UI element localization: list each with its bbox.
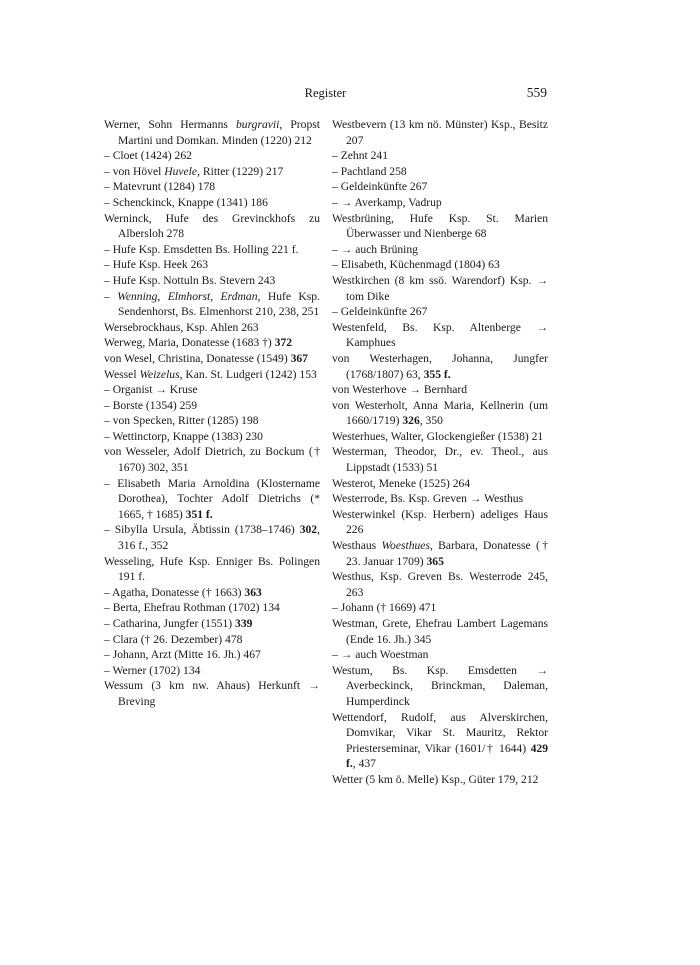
index-subentry [104, 429, 320, 445]
entry-text: Westhaus [332, 539, 382, 553]
page-number: 559 [526, 85, 547, 100]
index-entry [104, 320, 320, 336]
entry-text: – Zehnt 241 [332, 149, 389, 163]
index-subentry [104, 195, 320, 211]
index-subentry [332, 195, 548, 211]
index-subentry [104, 522, 320, 553]
index-subentry [332, 647, 548, 663]
entry-text: , Barbara, Donatesse († 23. Januar 1709) [346, 539, 548, 568]
index-entry [332, 320, 548, 351]
page-ref-bold: 363 [244, 585, 262, 599]
index-entry [104, 335, 320, 351]
entry-text: Westman, Grete, Ehefrau Lambert Lagemans (Ende 16. Jh.) 345 [332, 617, 548, 646]
index-subentry [104, 600, 320, 616]
index-entry [104, 367, 320, 383]
entry-text: – Matevrunt (1284) 178 [104, 180, 216, 194]
index-subentry [104, 148, 320, 164]
name-variant: Woesthues [381, 539, 430, 553]
entry-text: – Wettinctorp, Knappe (1383) 230 [104, 429, 263, 443]
index-subentry [104, 585, 320, 601]
index-subentry [332, 242, 548, 258]
entry-text: – Johann († 1669) 471 [332, 601, 437, 615]
index-subentry [332, 304, 548, 320]
entry-text: , Kan. St. Ludgeri (1242) 153 [179, 367, 317, 381]
index-entry [332, 710, 548, 772]
entry-text: von Westerhagen, Johanna, Jungfer (1768/1807) 63, [332, 351, 548, 381]
index-entry [332, 429, 548, 445]
page-ref-bold: 302 [299, 523, 318, 537]
page-ref-bold: 372 [274, 336, 293, 350]
index-entry [332, 211, 548, 242]
index-entry [332, 476, 548, 492]
index-entry [332, 772, 548, 788]
index-subentry [104, 242, 320, 258]
index-subentry [104, 179, 320, 195]
entry-text: – Elisabeth Maria Arnoldina (Klostername Dorothea), Tochter Adolf Dietrichs (* 1665, † 1685) [104, 476, 320, 521]
name-variant: Wenning [117, 289, 158, 303]
index-entry [332, 351, 548, 382]
index-column-right [332, 117, 548, 788]
entry-text: , Ritter (1229) 217 [197, 164, 284, 178]
index-subentry [104, 663, 320, 679]
entry-text: Werninck, Hufe des Grevinckhofs zu Albersloh 278 [104, 211, 320, 241]
entry-text: Westbrüning, Hufe Ksp. St. Marien Überwasser und Nienberge 68 [332, 211, 548, 241]
entry-text: , 350 [419, 414, 443, 428]
page-ref-bold: 367 [290, 351, 308, 365]
entry-text: Wessel [104, 367, 140, 381]
entry-text: von Westerhove → Bernhard [332, 383, 468, 397]
index-subentry [104, 164, 320, 180]
index-subentry [104, 413, 320, 429]
index-entry [332, 273, 548, 304]
entry-text: Wersebrockhaus, Ksp. Ahlen 263 [104, 320, 259, 334]
index-subentry [332, 164, 548, 180]
index-entry [332, 616, 548, 647]
index-subentry [332, 257, 548, 273]
running-head: Register [304, 86, 347, 100]
entry-text: – Elisabeth, Küchenmagd (1804) 63 [332, 258, 500, 272]
entry-text: , Hufe Ksp. Sendenhorst, Bs. Elmenhorst 210, 238, 251 [118, 289, 321, 319]
name-variant: burgravii [236, 118, 280, 131]
entry-text: Wettendorf, Rudolf, aus Alverskirchen, Domvikar, Vikar St. Mauritz, Rektor Priesterseminar, Vikar (1601/† 1644) [332, 710, 548, 755]
index-entry [332, 398, 548, 429]
entry-text: – → Averkamp, Vadrup [332, 195, 442, 209]
entry-text: – Geldeinkünfte 267 [332, 305, 428, 319]
entry-text: Werweg, Maria, Donatesse (1683 †) [104, 336, 275, 350]
index-subentry [104, 476, 320, 523]
entry-text: , Propst Martini und Domkan. Minden (1220) 212 [118, 118, 320, 147]
index-subentry [104, 289, 320, 320]
index-subentry [332, 179, 548, 195]
index-entry [104, 678, 320, 709]
name-variant: Elmhorst, Erdman [167, 289, 258, 303]
index-subentry [104, 647, 320, 663]
entry-text: Westerman, Theodor, Dr., ev. Theol., aus Lippstadt (1533) 51 [332, 445, 548, 475]
entry-text: von Westerholt, Anna Maria, Kellnerin (um 1660/1719) [332, 398, 548, 428]
entry-text: – Hufe Ksp. Emsdetten Bs. Holling 221 f. [104, 242, 299, 256]
index-subentry [104, 632, 320, 648]
entry-text: , 437 [352, 757, 376, 771]
index-entry [332, 491, 548, 507]
page-ref-bold: 365 [426, 554, 444, 568]
index-entry [332, 507, 548, 538]
entry-text: – → auch Woestman [332, 648, 429, 662]
index-subentry [104, 273, 320, 289]
index-entry [104, 351, 320, 367]
entry-text: Westkirchen (8 km ssö. Warendorf) Ksp. → tom Dike [332, 273, 548, 303]
entry-text: Westum, Bs. Ksp. Emsdetten → Averbeckinck, Brinckman, Daleman, Humperdinck [332, 663, 548, 708]
index-column-left [104, 117, 320, 710]
entry-text: – Geldeinkünfte 267 [332, 180, 428, 194]
entry-text: – Organist → Kruse [104, 383, 198, 397]
index-entry [332, 663, 548, 710]
index-entry [104, 444, 320, 475]
entry-text: – Agatha, Donatesse († 1663) [104, 585, 245, 599]
page-ref-bold: 339 [235, 617, 253, 630]
index-entry [332, 117, 548, 148]
page-ref-bold: 351 f. [185, 507, 213, 521]
entry-text: Westerot, Meneke (1525) 264 [332, 476, 471, 490]
index-subentry [104, 257, 320, 273]
entry-text: – Schenckinck, Knappe (1341) 186 [104, 195, 268, 209]
page-header [104, 84, 547, 104]
entry-text: Westerwinkel (Ksp. Herbern) adeliges Haus 226 [332, 507, 548, 537]
entry-text: – Clara († 26. Dezember) 478 [104, 632, 243, 646]
entry-text: – Borste (1354) 259 [104, 398, 198, 412]
page-ref-bold: 429 f. [346, 741, 548, 771]
index-entry [104, 554, 320, 585]
entry-text: – Johann, Arzt (Mitte 16. Jh.) 467 [104, 648, 261, 662]
entry-text: – Hufe Ksp. Nottuln Bs. Stevern 243 [104, 273, 276, 287]
index-entry [332, 444, 548, 475]
index-entry [104, 211, 320, 242]
entry-text: – Pachtland 258 [332, 164, 407, 178]
name-variant: Weizelus [139, 367, 180, 381]
entry-text: – Sibylla Ursula, Äbtissin (1738–1746) [104, 523, 300, 537]
entry-text: , 316 f., 352 [118, 523, 320, 553]
page-ref-bold: 326 [402, 414, 420, 428]
entry-text: – Berta, Ehefrau Rothman (1702) 134 [104, 601, 280, 615]
entry-text: Westenfeld, Bs. Ksp. Altenberge → Kamphues [332, 320, 548, 350]
index-entry [332, 538, 548, 569]
index-entry [332, 569, 548, 600]
entry-text: , [157, 289, 168, 303]
entry-text: von Wesseler, Adolf Dietrich, zu Bockum († 1670) 302, 351 [104, 445, 320, 475]
index-subentry [104, 382, 320, 398]
entry-text: – Cloet (1424) 262 [104, 149, 192, 163]
entry-text: – Werner (1702) 134 [104, 663, 201, 677]
index-entry [104, 117, 320, 148]
entry-text: – Catharina, Jungfer (1551) [104, 617, 236, 630]
entry-text: Wesseling, Hufe Ksp. Enniger Bs. Polingen 191 f. [104, 554, 320, 584]
entry-text: Westhus, Ksp. Greven Bs. Westerrode 245, 263 [332, 570, 548, 599]
entry-text: Westerhues, Walter, Glockengießer (1538) 21 [332, 429, 544, 443]
entry-text: – von Specken, Ritter (1285) 198 [104, 414, 259, 428]
index-subentry [104, 616, 320, 632]
entry-text: Wetter (5 km ö. Melle) Ksp., Güter 179, 212 [332, 772, 539, 786]
entry-text: – → auch Brüning [332, 242, 418, 256]
entry-text: Wessum (3 km nw. Ahaus) Herkunft → Breving [104, 679, 320, 708]
index-subentry [104, 398, 320, 414]
entry-text: – Hufe Ksp. Heek 263 [104, 258, 208, 272]
entry-text: – von Hövel [104, 164, 165, 178]
name-variant: Huvele [164, 164, 198, 178]
entry-text: – [104, 289, 118, 303]
page-ref-bold: 355 f. [423, 367, 451, 381]
entry-text: Werner, Sohn Hermanns [104, 118, 236, 131]
index-subentry [332, 148, 548, 164]
index-entry [332, 382, 548, 398]
index-subentry [332, 600, 548, 616]
entry-text: von Wesel, Christina, Donatesse (1549) [104, 351, 291, 365]
entry-text: Westerrode, Bs. Ksp. Greven → Westhus [332, 492, 524, 506]
entry-text: Westbevern (13 km nö. Münster) Ksp., Besitz 207 [332, 118, 548, 147]
